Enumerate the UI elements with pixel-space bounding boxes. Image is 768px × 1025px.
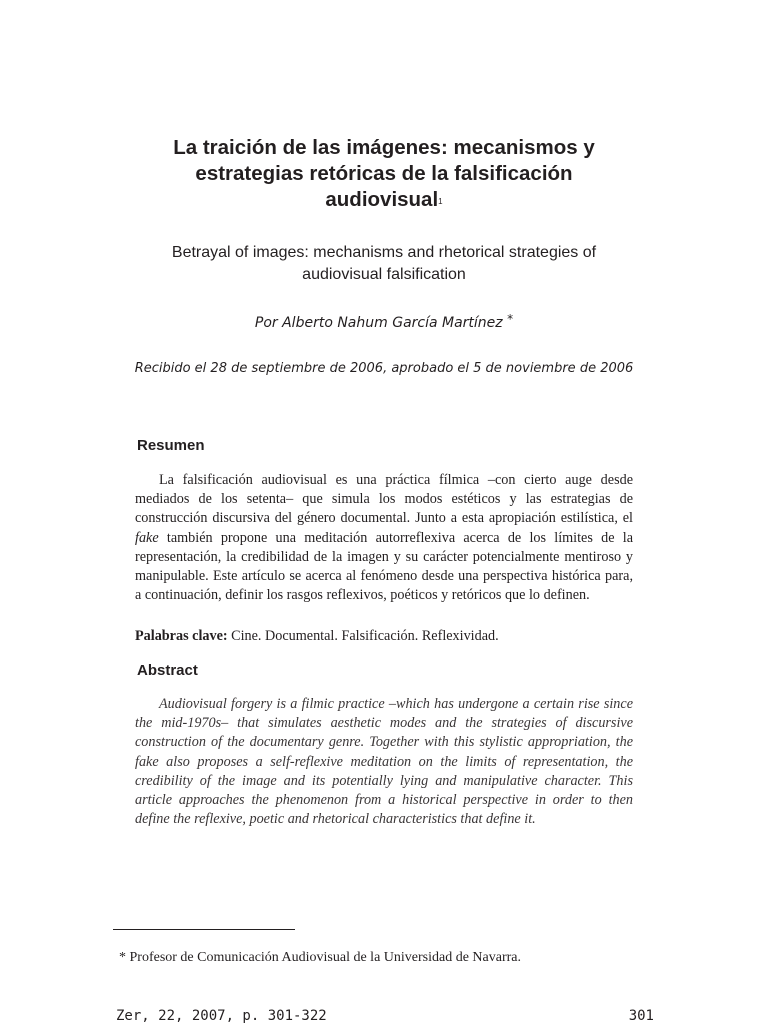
- article-title: [100, 135, 668, 213]
- page-number: 301: [628, 1008, 654, 1024]
- resumen-body-part-1: La falsificación audiovisual es una práctica fílmica –con cierto auge desde mediados de los setenta– que simula los modos estéticos y las estrategias de construcción discursiva del género documental. Junto a esta apropiación estilística, el: [135, 472, 633, 527]
- title-line-3-text: audiovisual: [325, 188, 439, 211]
- resumen-heading: Resumen: [137, 437, 205, 454]
- resumen-body-italic: fake: [135, 529, 159, 546]
- subtitle-line-2: audiovisual falsification: [302, 266, 466, 283]
- keywords: [135, 627, 633, 646]
- keywords-label: Palabras clave:: [135, 628, 228, 644]
- footnote-divider: [113, 929, 295, 930]
- keywords-list: Cine. Documental. Falsificación. Reflexividad.: [227, 628, 499, 644]
- resumen-body: [135, 471, 633, 605]
- author-footnote-mark: *: [507, 312, 514, 326]
- author-byline: [100, 313, 668, 333]
- title-footnote-mark: 1: [438, 197, 443, 206]
- abstract-body: Audiovisual forgery is a filmic practice –which has undergone a certain rise since the mid-1970s– that simulates aesthetic modes and the strategies of discursive construction of the documentary genre. Together with this stylistic appropriation, the fake also proposes a self-reflexive meditation on the limits of representation, the credibility of the image and its potentially lying and manipulative character. This article approaches the phenomenon from a historical perspective in order to then define the reflexive, poetic and rhetorical characteristics that define it.: [135, 696, 633, 828]
- journal-citation: Zer, 22, 2007, p. 301-322: [116, 1008, 327, 1024]
- received-dates: Recibido el 28 de septiembre de 2006, aprobado el 5 de noviembre de 2006: [134, 361, 634, 376]
- title-line-2: estrategias retóricas de la falsificación: [195, 162, 573, 185]
- article-subtitle: [100, 242, 668, 286]
- title-line-3: [100, 187, 668, 213]
- abstract-heading: Abstract: [137, 662, 198, 679]
- subtitle-line-1: Betrayal of images: mechanisms and rhetorical strategies of: [171, 244, 597, 261]
- title-line-1: La traición de las imágenes: mecanismos y: [173, 136, 595, 159]
- author-name: Por Alberto Nahum García Martínez: [254, 315, 503, 331]
- author-footnote: * Profesor de Comunicación Audiovisual de la Universidad de Navarra.: [119, 950, 522, 965]
- resumen-body-part-2: también propone una meditación autorreflexiva acerca de los límites de la representación, la credibilidad de la imagen y su carácter potencialmente mentiroso y manipulable. Este artículo se acerca al fenómeno desde una perspectiva histórica para, a continuación, definir los rasgos reflexivos, poéticos y retóricos que lo definen.: [135, 529, 633, 604]
